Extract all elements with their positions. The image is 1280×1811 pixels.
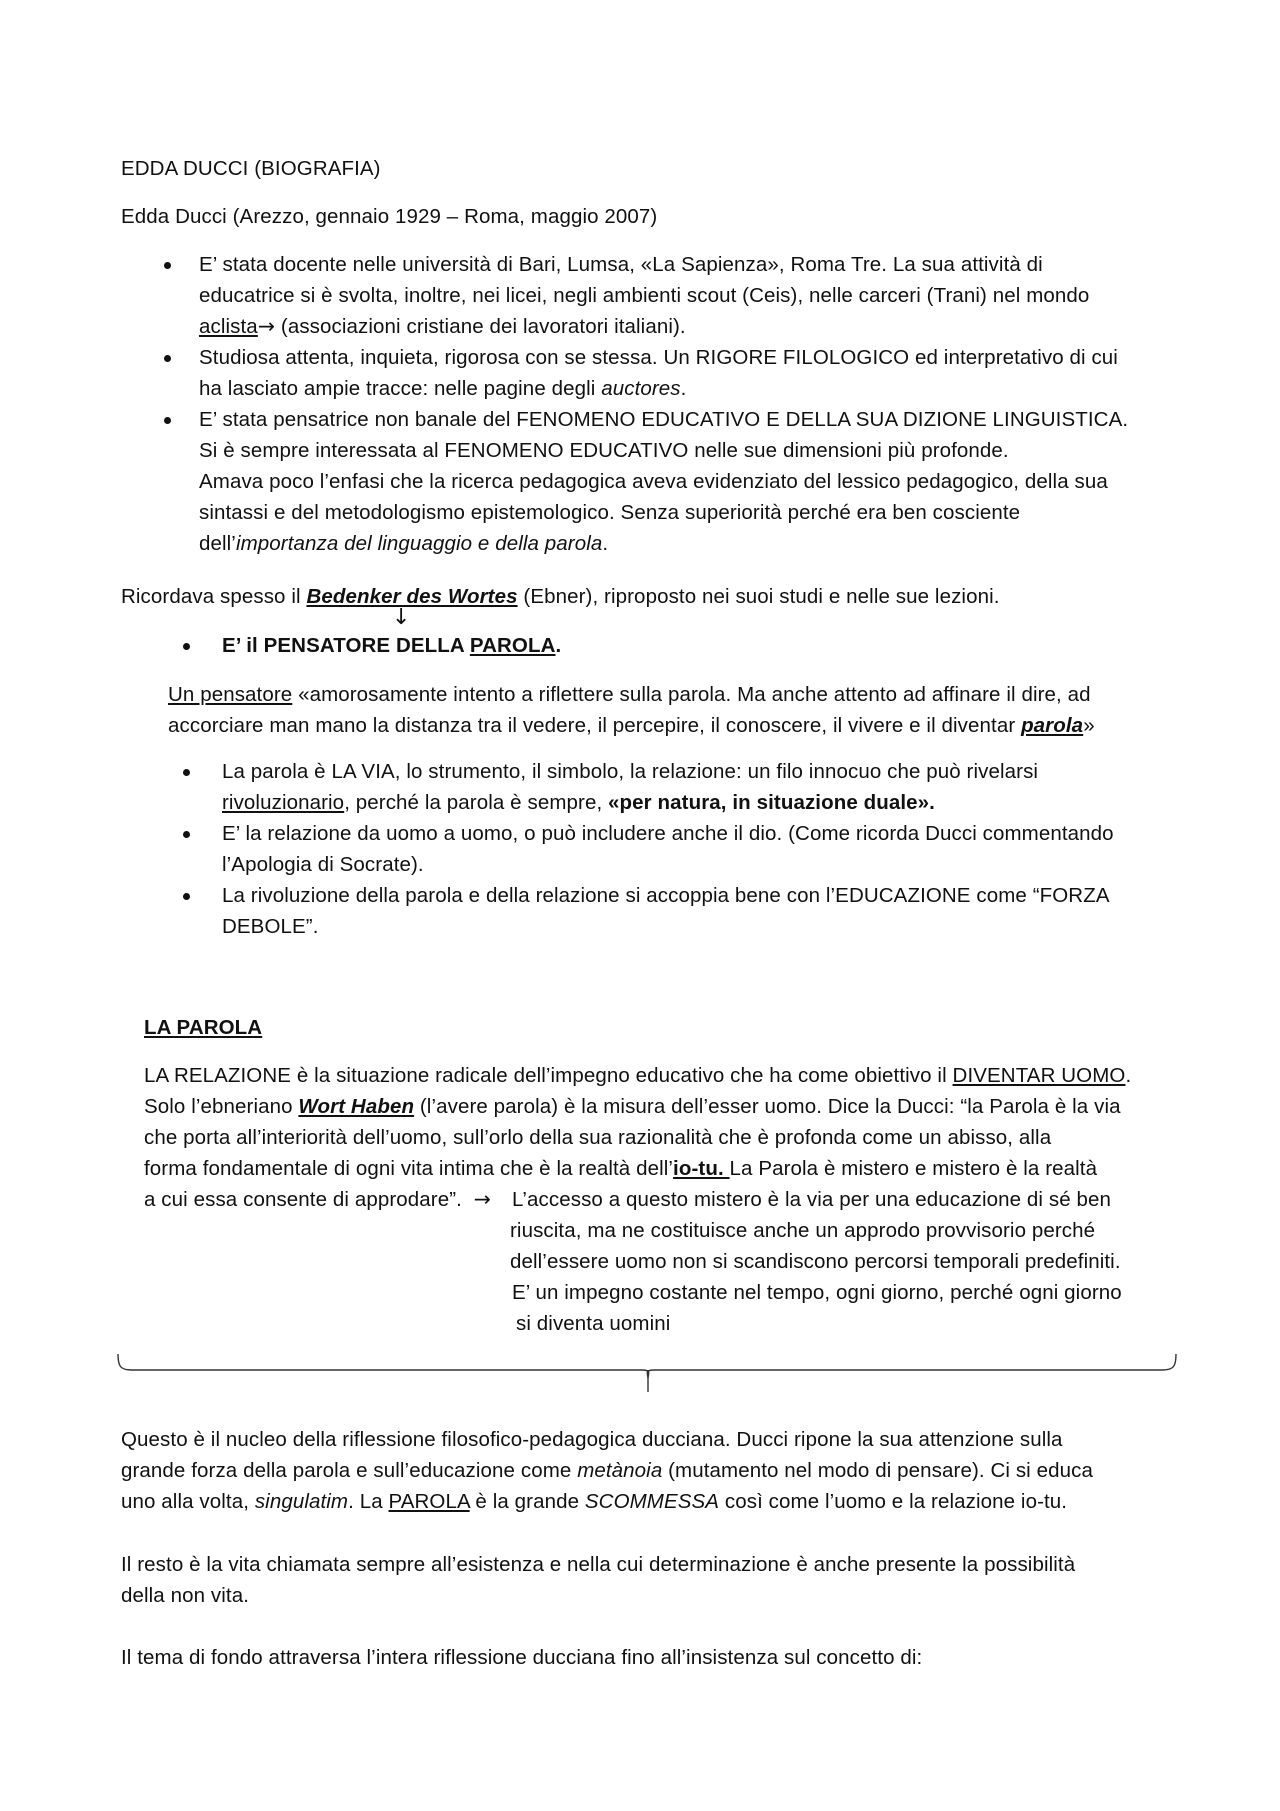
list-item: E’ il PENSATORE DELLA PAROLA. xyxy=(121,630,1181,661)
bullet-dot xyxy=(164,417,171,424)
list-item: La parola è LA VIA, lo strumento, il simbolo, la relazione: un filo innocuo che può rivelarsi rivoluzionario, perché la parola è sempre, «per natura, in situazione duale». xyxy=(121,756,1201,818)
biography-bullet-list xyxy=(121,249,1181,559)
list-item: E’ stata docente nelle università di Bari, Lumsa, «La Sapienza», Roma Tre. La sua attività di educatrice si è svolta, inoltre, nei licei, negli ambienti scout (Ceis), nelle carceri (Trani) nel mondo aclista→ (associazioni cristiane dei lavoratori italiani). xyxy=(121,249,1181,342)
right-arrow-icon: → xyxy=(257,314,276,338)
hanging-line: riuscita, ma ne costituisce anche un approdo provvisorio perché xyxy=(510,1219,1096,1242)
bullet-dot xyxy=(183,831,190,838)
parola-bullet-list xyxy=(121,756,1201,942)
la-parola-paragraph: LA RELAZIONE è la situazione radicale dell’impegno educativo che ha come obiettivo il DIVENTAR UOMO. Solo l’ebneriano Wort Haben (l’avere parola) è la misura dell’esser uomo. Dice la Ducci: “la Parola è la via che porta all’interiorità dell’uomo, sull’orlo della sua razionalità che è profonda come un abisso, alla forma fondamentale di ogni vita intima che è la realtà dell’io-tu. La Parola è mistero e mistero è la realtà a cui essa consente di approdare”. → xyxy=(144,1064,1132,1211)
hanging-line: E’ un impegno costante nel tempo, ogni giorno, perché ogni giorno xyxy=(512,1281,1122,1304)
bullet-dot xyxy=(183,643,190,650)
bullet-dot xyxy=(183,769,190,776)
right-arrow-icon: → xyxy=(473,1187,492,1211)
down-arrow-icon: ↓ xyxy=(392,605,411,630)
bullet-dot xyxy=(164,355,171,362)
list-item: La rivoluzione della parola e della relazione si accoppia bene con l’EDUCAZIONE come “FORZA DEBOLE”. xyxy=(121,880,1201,942)
ricordava-paragraph: Ricordava spesso il Bedenker des Wortes (Ebner), riproposto nei suoi studi e nelle sue lezioni. xyxy=(121,585,1000,608)
la-parola-heading: LA PAROLA xyxy=(144,1016,263,1039)
bullet-dot xyxy=(164,262,171,269)
list-item: E’ la relazione da uomo a uomo, o può includere anche il dio. (Come ricorda Ducci commentando l’Apologia di Socrate). xyxy=(121,818,1201,880)
list-item: E’ stata pensatrice non banale del FENOMENO EDUCATIVO E DELLA SUA DIZIONE LINGUISTICA. Si è sempre interessata al FENOMENO EDUCATIVO nelle sue dimensioni più profonde. Amava poco l’enfasi che la ricerca pedagogica aveva evidenziato del lessico pedagogico, della sua sintassi e del metodologismo epistemologico. Senza superiorità perché era ben cosciente dell’importanza del linguaggio e della parola. xyxy=(121,404,1181,559)
quote-paragraph: Un pensatore «amorosamente intento a riflettere sulla parola. Ma anche attento ad affinare il dire, ad accorciare man mano la distanza tra il vedere, il percepire, il conoscere, il vivere e il diventar parola» xyxy=(168,683,1095,737)
biography-dates: Edda Ducci (Arezzo, gennaio 1929 – Roma, maggio 2007) xyxy=(121,205,658,228)
pensatore-bullet xyxy=(121,630,1181,661)
hanging-line: L’accesso a questo mistero è la via per una educazione di sé ben xyxy=(512,1188,1111,1211)
document-title: EDDA DUCCI (BIOGRAFIA) xyxy=(121,157,381,180)
hanging-line: si diventa uomini xyxy=(516,1312,671,1335)
resto-paragraph: Il resto è la vita chiamata sempre all’esistenza e nella cui determinazione è anche presente la possibilità della non vita. xyxy=(121,1553,1076,1607)
curly-brace xyxy=(112,1352,1182,1402)
tema-paragraph: Il tema di fondo attraversa l’intera riflessione ducciana fino all’insistenza sul concetto di: xyxy=(121,1646,923,1669)
hanging-line: dell’essere uomo non si scandiscono percorsi temporali predefiniti. xyxy=(510,1250,1121,1273)
list-item: Studiosa attenta, inquieta, rigorosa con se stessa. Un RIGORE FILOLOGICO ed interpretativo di cui ha lasciato ampie tracce: nelle pagine degli auctores. xyxy=(121,342,1181,404)
bullet-dot xyxy=(183,893,190,900)
nucleo-paragraph: Questo è il nucleo della riflessione filosofico-pedagogica ducciana. Ducci ripone la sua attenzione sulla grande forza della parola e sull’educazione come metànoia (mutamento nel modo di pensare). Ci si educa uno alla volta, singulatim. La PAROLA è la grande SCOMMESSA così come l’uomo e la relazione io-tu. xyxy=(121,1428,1093,1513)
